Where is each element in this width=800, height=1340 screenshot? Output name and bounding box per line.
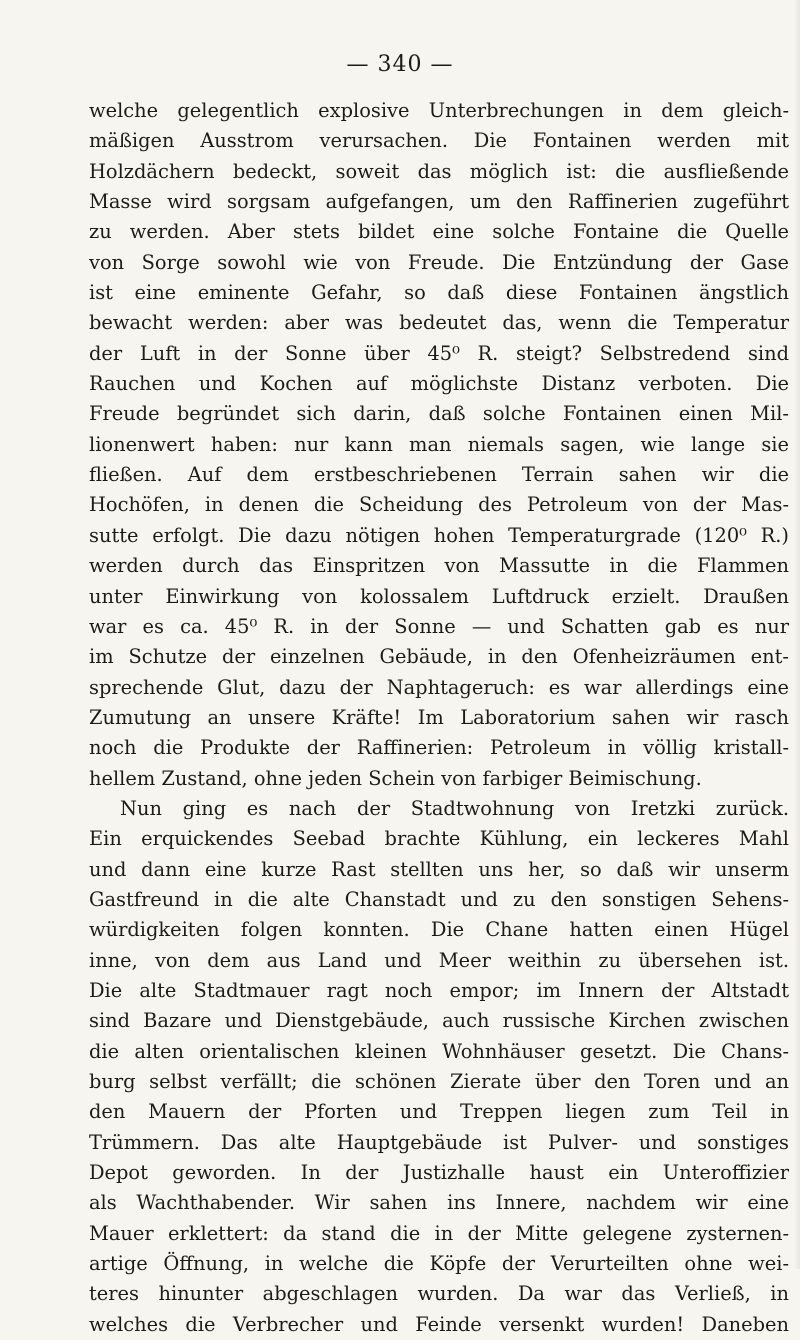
text-line: werden durch das Einspritzen von Massutte in die Flammen bbox=[89, 554, 789, 578]
paragraph-end-line: hellem Zustand, ohne jeden Schein von farbiger Beimischung. bbox=[89, 766, 702, 790]
text-line: Gastfreund in die alte Chanstadt und zu den sonstigen Sehens- bbox=[89, 887, 789, 911]
text-line: Rauchen und Kochen auf möglichste Distanz verboten. Die bbox=[89, 372, 789, 396]
text-line: von Sorge sowohl wie von Freude. Die Entzündung der Gase bbox=[89, 250, 789, 274]
body-text bbox=[89, 96, 789, 1340]
text-line: im Schutze der einzelnen Gebäude, in den Ofenheizräumen ent- bbox=[89, 645, 789, 669]
text-line: Masse wird sorgsam aufgefangen, um den Raffinerien zugeführt bbox=[89, 190, 789, 214]
text-line: der Luft in der Sonne über 45⁰ R. steigt? Selbstredend sind bbox=[89, 341, 789, 365]
text-line: artige Öffnung, in welche die Köpfe der Verurteilten ohne wei- bbox=[89, 1252, 789, 1276]
text-line: sind Bazare und Dienstgebäude, auch russische Kirchen zwischen bbox=[89, 1009, 789, 1033]
text-line: zu werden. Aber stets bildet eine solche Fontaine die Quelle bbox=[89, 220, 789, 244]
text-line: als Wachthabender. Wir sahen ins Innere, nachdem wir eine bbox=[89, 1191, 789, 1215]
text-line: Depot geworden. In der Justizhalle haust ein Unteroffizier bbox=[89, 1161, 789, 1185]
text-line: sprechende Glut, dazu der Naphtageruch: es war allerdings eine bbox=[89, 675, 789, 699]
text-line: welche gelegentlich explosive Unterbrechungen in dem gleich- bbox=[89, 99, 789, 122]
text-line: Die alte Stadtmauer ragt noch empor; im Innern der Altstadt bbox=[89, 978, 789, 1002]
text-line: die alten orientalischen kleinen Wohnhäuser gesetzt. Die Chans- bbox=[89, 1039, 789, 1063]
text-line: Trümmern. Das alte Hauptgebäude ist Pulver- und sonstiges bbox=[89, 1130, 789, 1154]
text-line: mäßigen Ausstrom verursachen. Die Fontainen werden mit bbox=[89, 129, 789, 153]
text-line: Holzdächern bedeckt, soweit das möglich ist: die ausfließende bbox=[89, 159, 789, 183]
text-line: Ein erquickendes Seebad brachte Kühlung, ein leckeres Mahl bbox=[89, 827, 789, 851]
text-line: burg selbst verfällt; die schönen Zierate über den Toren und an bbox=[89, 1070, 789, 1093]
text-line: lionenwert haben: nur kann man niemals sagen, wie lange sie bbox=[89, 432, 789, 456]
text-line: den Mauern der Pforten und Treppen liegen zum Teil in bbox=[89, 1100, 789, 1124]
text-line: würdigkeiten folgen konnten. Die Chane hatten einen Hügel bbox=[89, 918, 789, 942]
text-line: fließen. Auf dem erstbeschriebenen Terrain sahen wir die bbox=[89, 463, 789, 487]
text-line: teres hinunter abgeschlagen wurden. Da war das Verließ, in bbox=[89, 1282, 789, 1306]
text-line: Zumutung an unsere Kräfte! Im Laboratorium sahen wir rasch bbox=[89, 705, 789, 729]
text-line: unter Einwirkung von kolossalem Luftdruck erzielt. Draußen bbox=[89, 584, 789, 608]
text-line: war es ca. 45⁰ R. in der Sonne — und Schatten gab es nur bbox=[89, 614, 789, 638]
text-line: Mauer erklettert: da stand die in der Mitte gelegene zysternen- bbox=[89, 1221, 789, 1245]
text-line: Hochöfen, in denen die Scheidung des Petroleum von der Mas- bbox=[89, 493, 789, 517]
text-line: ist eine eminente Gefahr, so daß diese Fontainen ängstlich bbox=[89, 281, 789, 305]
page-edge-shadow bbox=[794, 0, 800, 1269]
text-line: und dann eine kurze Rast stellten uns her, so daß wir unserm bbox=[89, 857, 789, 881]
text-line: Freude begründet sich darin, daß solche Fontainen einen Mil- bbox=[89, 402, 789, 426]
page-number: — 340 — bbox=[346, 52, 454, 77]
text-line: bewacht werden: aber was bedeutet das, wenn die Temperatur bbox=[89, 311, 789, 335]
text-line: sutte erfolgt. Die dazu nötigen hohen Temperaturgrade (120⁰ R.) bbox=[89, 523, 789, 547]
text-line: inne, von dem aus Land und Meer weithin zu übersehen ist. bbox=[89, 948, 789, 972]
text-line: noch die Produkte der Raffinerien: Petroleum in völlig kristall- bbox=[89, 736, 789, 760]
paragraph-start-line: Nun ging es nach der Stadtwohnung von Iretzki zurück. bbox=[120, 796, 789, 820]
text-line: welches die Verbrecher und Feinde versenkt wurden! Daneben bbox=[89, 1312, 789, 1336]
